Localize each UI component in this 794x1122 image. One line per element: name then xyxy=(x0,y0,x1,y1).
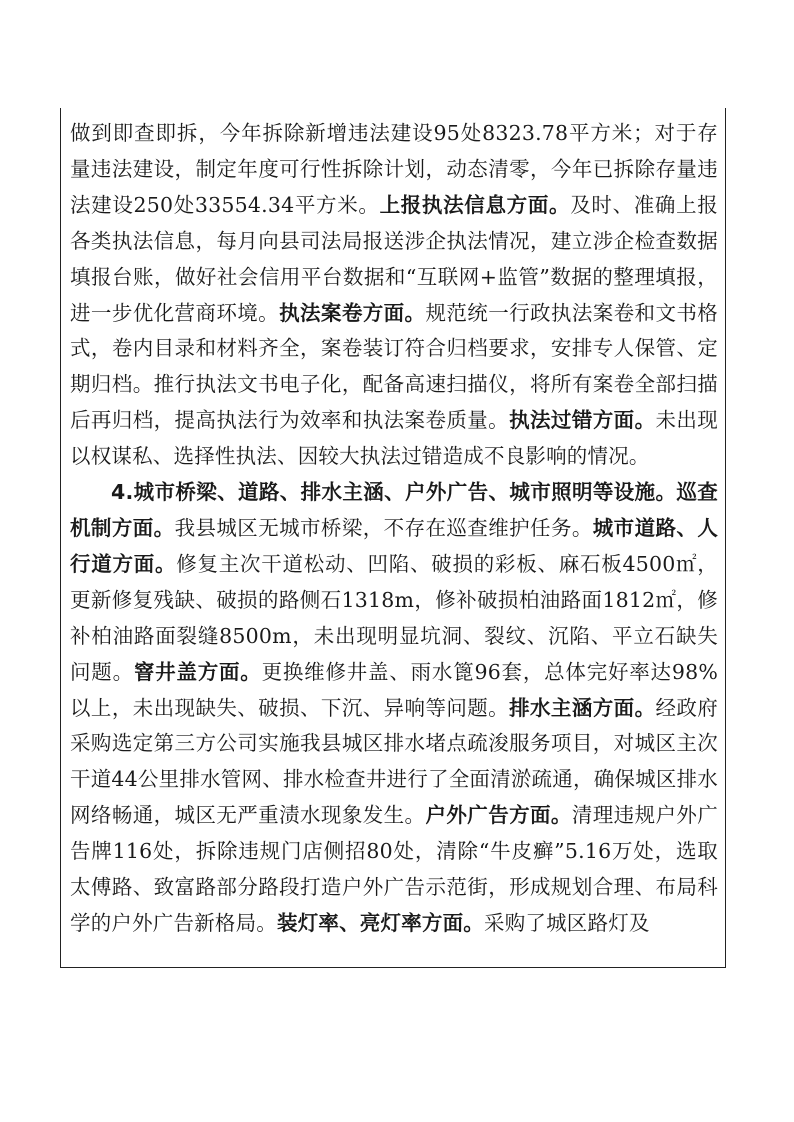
text-segment: 未出现以权谋私、选择性执法、因较大执法过错造成不良影响的情况。 xyxy=(70,408,719,469)
text-segment: 及时、准确上报各类执法信息，每月向县司法局报送涉企执法情况，建立涉企检查数据填报台账，做好社会信用平台数据和“互联网+监管”数据的整理填报，进一步优化营商环境。 xyxy=(70,192,718,325)
text-segment: 清理违规户外广告牌116处，拆除违规门店侧招80处，清除“牛皮癣”5.16万处，选取太傅路、致富路部分路段打造户外广告示范街，形成规划合理、布局科学的户外广告新格局。 xyxy=(70,803,718,935)
bold-heading: 排水主涵方面。 xyxy=(509,695,656,720)
bold-heading: 装灯率、亮灯率方面。 xyxy=(277,910,484,935)
bold-heading: 户外广告方面。 xyxy=(425,803,572,828)
text-segment: 采购了城区路灯及 xyxy=(484,910,650,935)
document-body xyxy=(70,116,718,942)
paragraph-city-facilities xyxy=(70,475,718,942)
text-segment: 更换维修井盖、雨水篦96套，总体完好率达98%以上，未出现缺失、破损、下沉、异响等问题。 xyxy=(70,659,719,720)
text-segment: 修复主次干道松动、凹陷、破损的彩板、麻石板4500㎡，更新修复残缺、破损的路侧石1318m，修补破损柏油路面1812㎡，修补柏油路面裂缝8500m，未出现明显坑洞、裂纹、沉陷、平立石缺失问题。 xyxy=(70,551,719,684)
bold-heading: 执法案卷方面。 xyxy=(279,300,426,325)
text-segment: 规范统一行政执法案卷和文书格式，卷内目录和材料齐全，案卷装订符合归档要求，安排专人保管、定期归档。推行执法文书电子化，配备高速扫描仪，将所有案卷全部扫描后再归档，提高执法行为效率和执法案卷质量。 xyxy=(70,300,718,433)
text-segment: 我县城区无城市桥梁，不存在巡查维护任务。 xyxy=(174,515,593,540)
text-segment: 经政府采购选定第三方公司实施我县城区排水堵点疏浚服务项目，对城区主次干道44公里排水管网、排水检查井进行了全面清淤疏通，确保城区排水网络畅通，城区无严重渍水现象发生。 xyxy=(70,695,719,828)
text-segment: 做到即查即拆，今年拆除新增违法建设95处8323.78平方米；对于存量违法建设，制定年度可行性拆除计划，动态清零，今年已拆除存量违法建设250处33554.34平方米。 xyxy=(70,121,718,217)
bold-heading: 执法过错方面。 xyxy=(509,408,656,433)
bold-heading: 窨井盖方面。 xyxy=(133,659,262,684)
paragraph-enforcement-continued xyxy=(70,116,718,475)
bold-heading: 城市道路、人行道方面。 xyxy=(70,515,719,576)
bold-heading: 上报执法信息方面。 xyxy=(379,192,571,217)
bold-heading: 4.城市桥梁、道路、排水主涵、户外广告、城市照明等设施。巡查机制方面。 xyxy=(70,480,718,540)
